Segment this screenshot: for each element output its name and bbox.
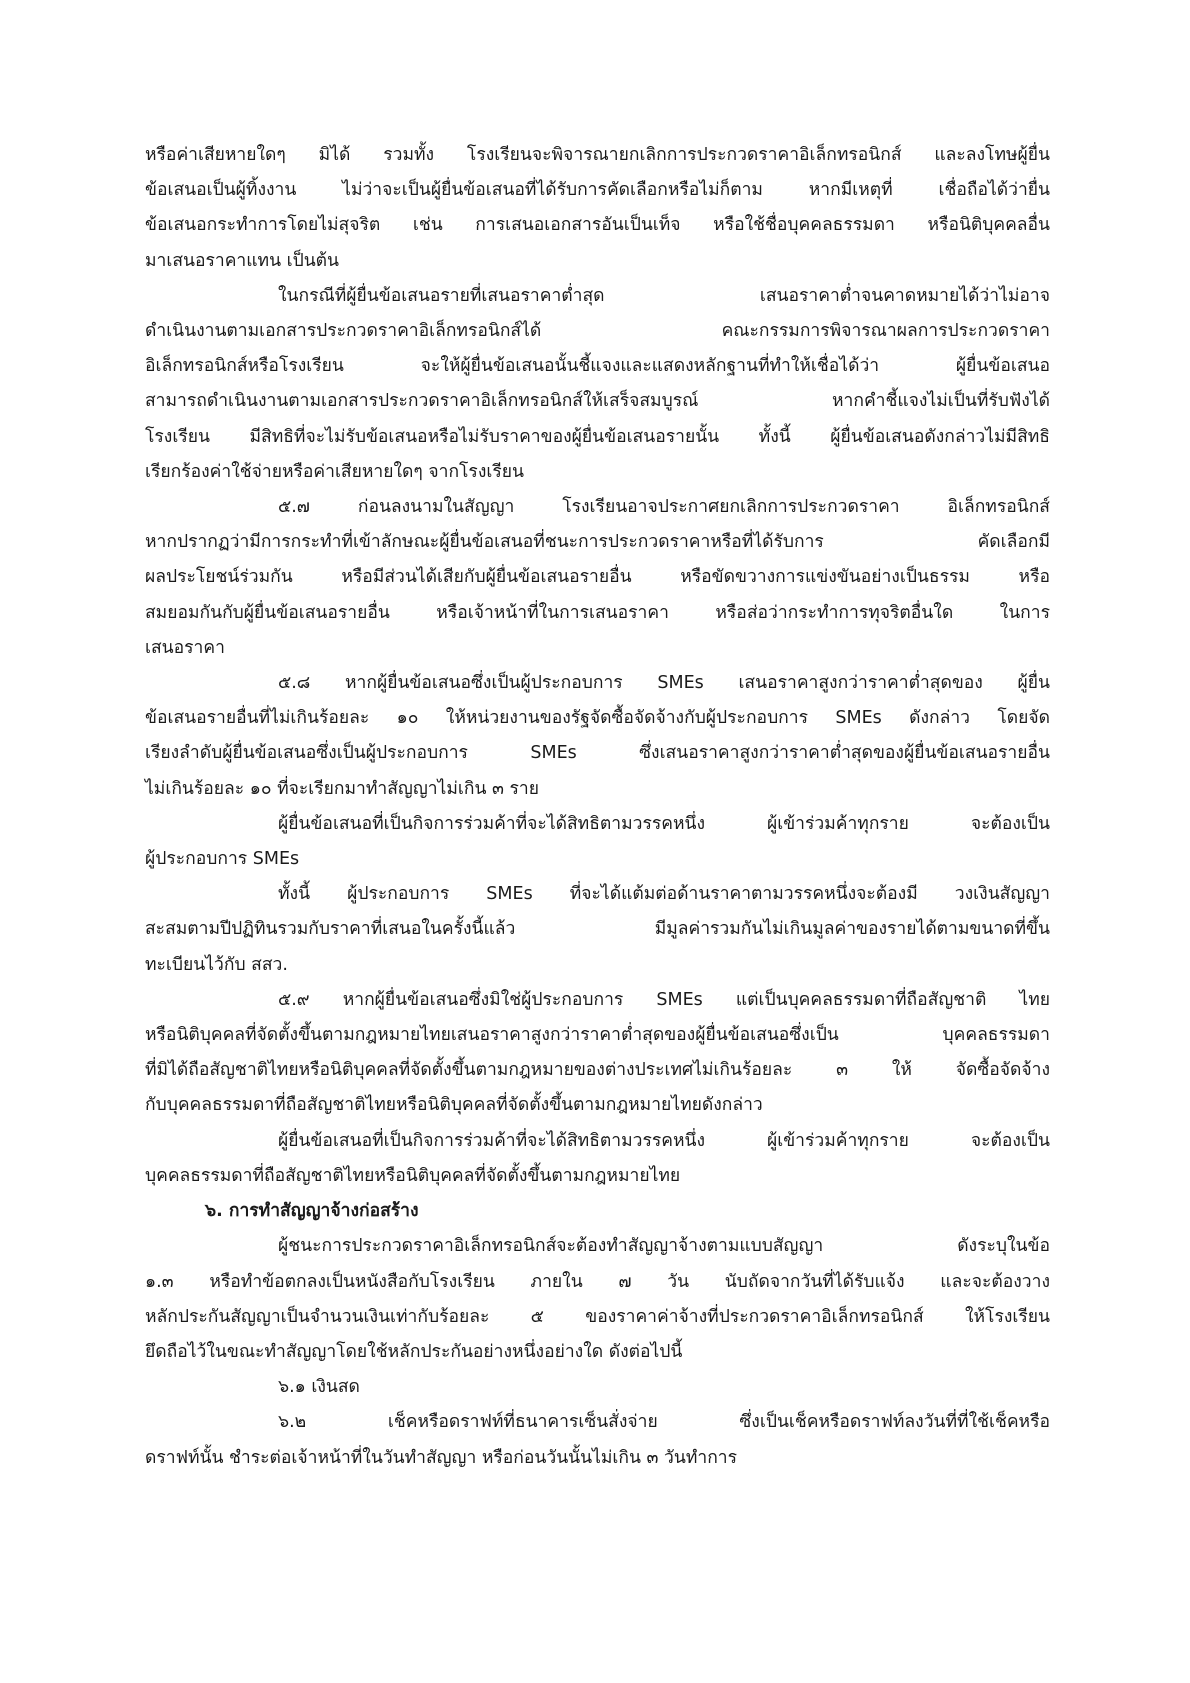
text-line: หากปรากฏว่ามีการกระทำที่เข้าลักษณะผู้ยื่นข้อเสนอที่ชนะการประกวดราคาหรือที่ได้รับการ คัดเลือกมี bbox=[145, 532, 1050, 553]
text-line: สมยอมกันกับผู้ยื่นข้อเสนอรายอื่น หรือเจ้าหน้าที่ในการเสนอราคา หรือส่อว่ากระทำการทุจริตอื่นใด ในการ bbox=[145, 602, 1050, 623]
text-line: ข้อเสนอเป็นผู้ทิ้งงาน ไม่ว่าจะเป็นผู้ยื่นข้อเสนอที่ได้รับการคัดเลือกหรือไม่ก็ตาม หากมีเหตุที่ เชื่อถือได้ว่ายื่น bbox=[145, 180, 1050, 201]
text-line: ผู้ยื่นข้อเสนอที่เป็นกิจการร่วมค้าที่จะได้สิทธิตามวรรคหนึ่ง ผู้เข้าร่วมค้าทุกราย จะต้องเป็น bbox=[278, 813, 1050, 834]
text-line: สะสมตามปีปฏิทินรวมกับราคาที่เสนอในครั้งนี้แล้ว มีมูลค่ารวมกันไม่เกินมูลค่าของรายได้ตามขนาดที่ขึ้น bbox=[145, 919, 1050, 940]
text-line: โรงเรียน มีสิทธิที่จะไม่รับข้อเสนอหรือไม่รับราคาของผู้ยื่นข้อเสนอรายนั้น ทั้งนี้ ผู้ยื่นข้อเสนอดังกล่าวไม่มีสิทธิ bbox=[145, 426, 1050, 447]
text-line: ๕.๗ ก่อนลงนามในสัญญา โรงเรียนอาจประกาศยกเลิกการประกวดราคา อิเล็กทรอนิกส์ bbox=[278, 497, 1050, 518]
text-line: ในกรณีที่ผู้ยื่นข้อเสนอรายที่เสนอราคาต่ำสุด เสนอราคาต่ำจนคาดหมายได้ว่าไม่อาจ bbox=[278, 285, 1050, 306]
text-line: ๕.๙ หากผู้ยื่นข้อเสนอซึ่งมิใช่ผู้ประกอบการ SMEs แต่เป็นบุคคลธรรมดาที่ถือสัญชาติ ไทย bbox=[278, 989, 1050, 1010]
text-line: ผู้ยื่นข้อเสนอที่เป็นกิจการร่วมค้าที่จะได้สิทธิตามวรรคหนึ่ง ผู้เข้าร่วมค้าทุกราย จะต้องเป็น bbox=[278, 1130, 1050, 1151]
text-line: ๖.๑ เงินสด bbox=[278, 1377, 360, 1398]
text-line: ข้อเสนอกระทำการโดยไม่สุจริต เช่น การเสนอเอกสารอันเป็นเท็จ หรือใช้ชื่อบุคคลธรรมดา หรือนิติบุคคลอื่น bbox=[145, 215, 1050, 236]
text-line: ผู้ชนะการประกวดราคาอิเล็กทรอนิกส์จะต้องทำสัญญาจ้างตามแบบสัญญา ดังระบุในข้อ bbox=[278, 1236, 1050, 1257]
text-line: มาเสนอราคาแทน เป็นต้น bbox=[145, 250, 339, 271]
text-line: ดราฟท์นั้น ชำระต่อเจ้าหน้าที่ในวันทำสัญญา หรือก่อนวันนั้นไม่เกิน ๓ วันทำการ bbox=[145, 1447, 738, 1468]
text-line: สามารถดำเนินงานตามเอกสารประกวดราคาอิเล็กทรอนิกส์ให้เสร็จสมบูรณ์ หากคำชี้แจงไม่เป็นที่รับฟังได้ bbox=[145, 391, 1050, 412]
text-line: ทะเบียนไว้กับ สสว. bbox=[145, 954, 288, 975]
text-line: หรือค่าเสียหายใดๆ มิได้ รวมทั้ง โรงเรียนจะพิจารณายกเลิกการประกวดราคาอิเล็กทรอนิกส์ และลงโทษผู้ยื่น bbox=[145, 145, 1050, 165]
text-line: ไม่เกินร้อยละ ๑๐ ที่จะเรียกมาทำสัญญาไม่เกิน ๓ ราย bbox=[145, 778, 539, 799]
text-line: ยึดถือไว้ในขณะทำสัญญาโดยใช้หลักประกันอย่างหนึ่งอย่างใด ดังต่อไปนี้ bbox=[145, 1341, 683, 1362]
text-line: หรือนิติบุคคลที่จัดตั้งขึ้นตามกฎหมายไทยเสนอราคาสูงกว่าราคาต่ำสุดของผู้ยื่นข้อเสนอซึ่งเป็น บุคคลธรรมดา bbox=[145, 1025, 1050, 1046]
document-body bbox=[145, 138, 1050, 1476]
text-line: ผลประโยชน์ร่วมกัน หรือมีส่วนได้เสียกับผู้ยื่นข้อเสนอรายอื่น หรือขัดขวางการแข่งขันอย่างเป็นธรรม หรือ bbox=[145, 567, 1050, 588]
text-line: ที่มิได้ถือสัญชาติไทยหรือนิติบุคคลที่จัดตั้งขึ้นตามกฎหมายของต่างประเทศไม่เกินร้อยละ ๓ ให้ จัดซื้อจัดจ้าง bbox=[145, 1060, 1050, 1081]
text-line: เสนอราคา bbox=[145, 637, 225, 658]
text-line: หลักประกันสัญญาเป็นจำนวนเงินเท่ากับร้อยละ ๕ ของราคาค่าจ้างที่ประกวดราคาอิเล็กทรอนิกส์ ให้โรงเรียน bbox=[145, 1306, 1050, 1327]
text-line: บุคคลธรรมดาที่ถือสัญชาติไทยหรือนิติบุคคลที่จัดตั้งขึ้นตามกฎหมายไทย bbox=[145, 1165, 681, 1186]
section-heading: ๖. การทำสัญญาจ้างก่อสร้าง bbox=[205, 1201, 419, 1222]
text-line: กับบุคคลธรรมดาที่ถือสัญชาติไทยหรือนิติบุคคลที่จัดตั้งขึ้นตามกฎหมายไทยดังกล่าว bbox=[145, 1095, 763, 1116]
text-line: ๑.๓ หรือทำข้อตกลงเป็นหนังสือกับโรงเรียน ภายใน ๗ วัน นับถัดจากวันที่ได้รับแจ้ง และจะต้องวาง bbox=[145, 1271, 1050, 1292]
text-line: ผู้ประกอบการ SMEs bbox=[145, 849, 300, 870]
text-line: ๖.๒ เช็คหรือดราฟท์ที่ธนาคารเซ็นสั่งจ่าย ซึ่งเป็นเช็คหรือดราฟท์ลงวันที่ที่ใช้เช็คหรือ bbox=[278, 1412, 1050, 1433]
text-line: ข้อเสนอรายอื่นที่ไม่เกินร้อยละ ๑๐ ให้หน่วยงานของรัฐจัดซื้อจัดจ้างกับผู้ประกอบการ SMEs ดังกล่าว โดยจัด bbox=[145, 708, 1050, 729]
text-line: เรียงลำดับผู้ยื่นข้อเสนอซึ่งเป็นผู้ประกอบการ SMEs ซึ่งเสนอราคาสูงกว่าราคาต่ำสุดของผู้ยื่นข้อเสนอรายอื่น bbox=[145, 743, 1050, 764]
text-line: อิเล็กทรอนิกส์หรือโรงเรียน จะให้ผู้ยื่นข้อเสนอนั้นชี้แจงและแสดงหลักฐานที่ทำให้เชื่อได้ว่า ผู้ยื่นข้อเสนอ bbox=[145, 356, 1050, 377]
text-line: ๕.๘ หากผู้ยื่นข้อเสนอซึ่งเป็นผู้ประกอบการ SMEs เสนอราคาสูงกว่าราคาต่ำสุดของ ผู้ยื่น bbox=[278, 673, 1050, 694]
text-line: ดำเนินงานตามเอกสารประกวดราคาอิเล็กทรอนิกส์ได้ คณะกรรมการพิจารณาผลการประกวดราคา bbox=[145, 321, 1050, 342]
text-line: ทั้งนี้ ผู้ประกอบการ SMEs ที่จะได้แต้มต่อด้านราคาตามวรรคหนึ่งจะต้องมี วงเงินสัญญา bbox=[278, 884, 1050, 905]
text-line: เรียกร้องค่าใช้จ่ายหรือค่าเสียหายใดๆ จากโรงเรียน bbox=[145, 461, 524, 482]
